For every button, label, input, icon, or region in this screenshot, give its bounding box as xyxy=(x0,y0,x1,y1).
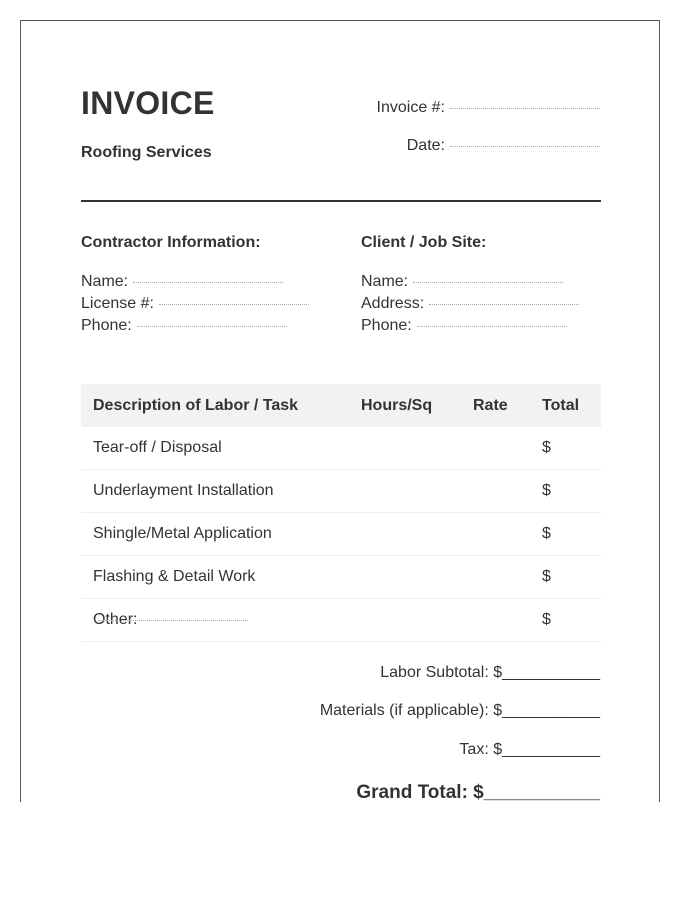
invoice-subtitle: Roofing Services xyxy=(81,144,212,161)
client-address-label: Address: xyxy=(361,295,425,312)
contractor-phone-field[interactable] xyxy=(81,317,287,335)
column-header-rate: Rate xyxy=(473,396,508,414)
contractor-license-label: License #: xyxy=(81,295,154,312)
task-cell: Shingle/Metal Application xyxy=(93,525,272,542)
contractor-license-line xyxy=(159,303,309,305)
client-phone-field[interactable] xyxy=(361,317,567,335)
labor-table xyxy=(81,384,601,642)
table-row[interactable] xyxy=(81,556,601,599)
client-name-field[interactable] xyxy=(361,273,563,291)
task-cell: Underlayment Installation xyxy=(93,482,274,499)
invoice-number-field[interactable] xyxy=(377,99,600,117)
column-header-description: Description of Labor / Task xyxy=(93,396,299,414)
client-phone-label: Phone: xyxy=(361,317,412,334)
client-address-field[interactable] xyxy=(361,295,579,313)
task-cell: Tear-off / Disposal xyxy=(93,439,222,456)
total-cell: $ xyxy=(542,525,551,542)
invoice-sheet xyxy=(20,20,660,802)
date-label: Date: xyxy=(406,137,445,154)
contractor-name-field[interactable] xyxy=(81,273,283,291)
client-name-line xyxy=(413,281,563,283)
column-header-hours: Hours/Sq xyxy=(361,396,433,414)
tax-total[interactable]: Tax: $___________ xyxy=(459,741,600,758)
contractor-heading: Contractor Information: xyxy=(81,234,261,251)
client-phone-line xyxy=(417,325,567,327)
client-heading: Client / Job Site: xyxy=(361,234,487,251)
task-cell: Flashing & Detail Work xyxy=(93,568,256,585)
contractor-phone-label: Phone: xyxy=(81,317,132,334)
table-row[interactable] xyxy=(81,470,601,513)
contractor-name-label: Name: xyxy=(81,273,129,290)
total-cell: $ xyxy=(542,568,551,585)
total-cell: $ xyxy=(542,611,551,628)
invoice-title: INVOICE xyxy=(81,85,215,121)
invoice-number-line xyxy=(450,107,600,109)
invoice-number-label: Invoice #: xyxy=(376,99,445,116)
client-name-label: Name: xyxy=(361,273,409,290)
task-other-line xyxy=(98,619,248,621)
client-address-line xyxy=(429,303,579,305)
materials-total[interactable]: Materials (if applicable): $___________ xyxy=(319,702,600,719)
grand-total[interactable]: Grand Total: $___________ xyxy=(356,782,600,803)
table-header xyxy=(81,384,601,427)
table-row[interactable] xyxy=(81,599,601,642)
date-field[interactable] xyxy=(407,137,600,155)
total-cell: $ xyxy=(542,439,551,456)
date-line xyxy=(450,145,600,147)
table-row[interactable] xyxy=(81,427,601,470)
contractor-phone-line xyxy=(137,325,287,327)
table-row[interactable] xyxy=(81,513,601,556)
total-cell: $ xyxy=(542,482,551,499)
task-other-label: Other: xyxy=(93,611,138,628)
labor-subtotal[interactable]: Labor Subtotal: $___________ xyxy=(380,664,600,681)
column-header-total: Total xyxy=(542,396,580,414)
contractor-license-field[interactable] xyxy=(81,295,309,313)
header-divider xyxy=(81,200,601,202)
contractor-name-line xyxy=(133,281,283,283)
